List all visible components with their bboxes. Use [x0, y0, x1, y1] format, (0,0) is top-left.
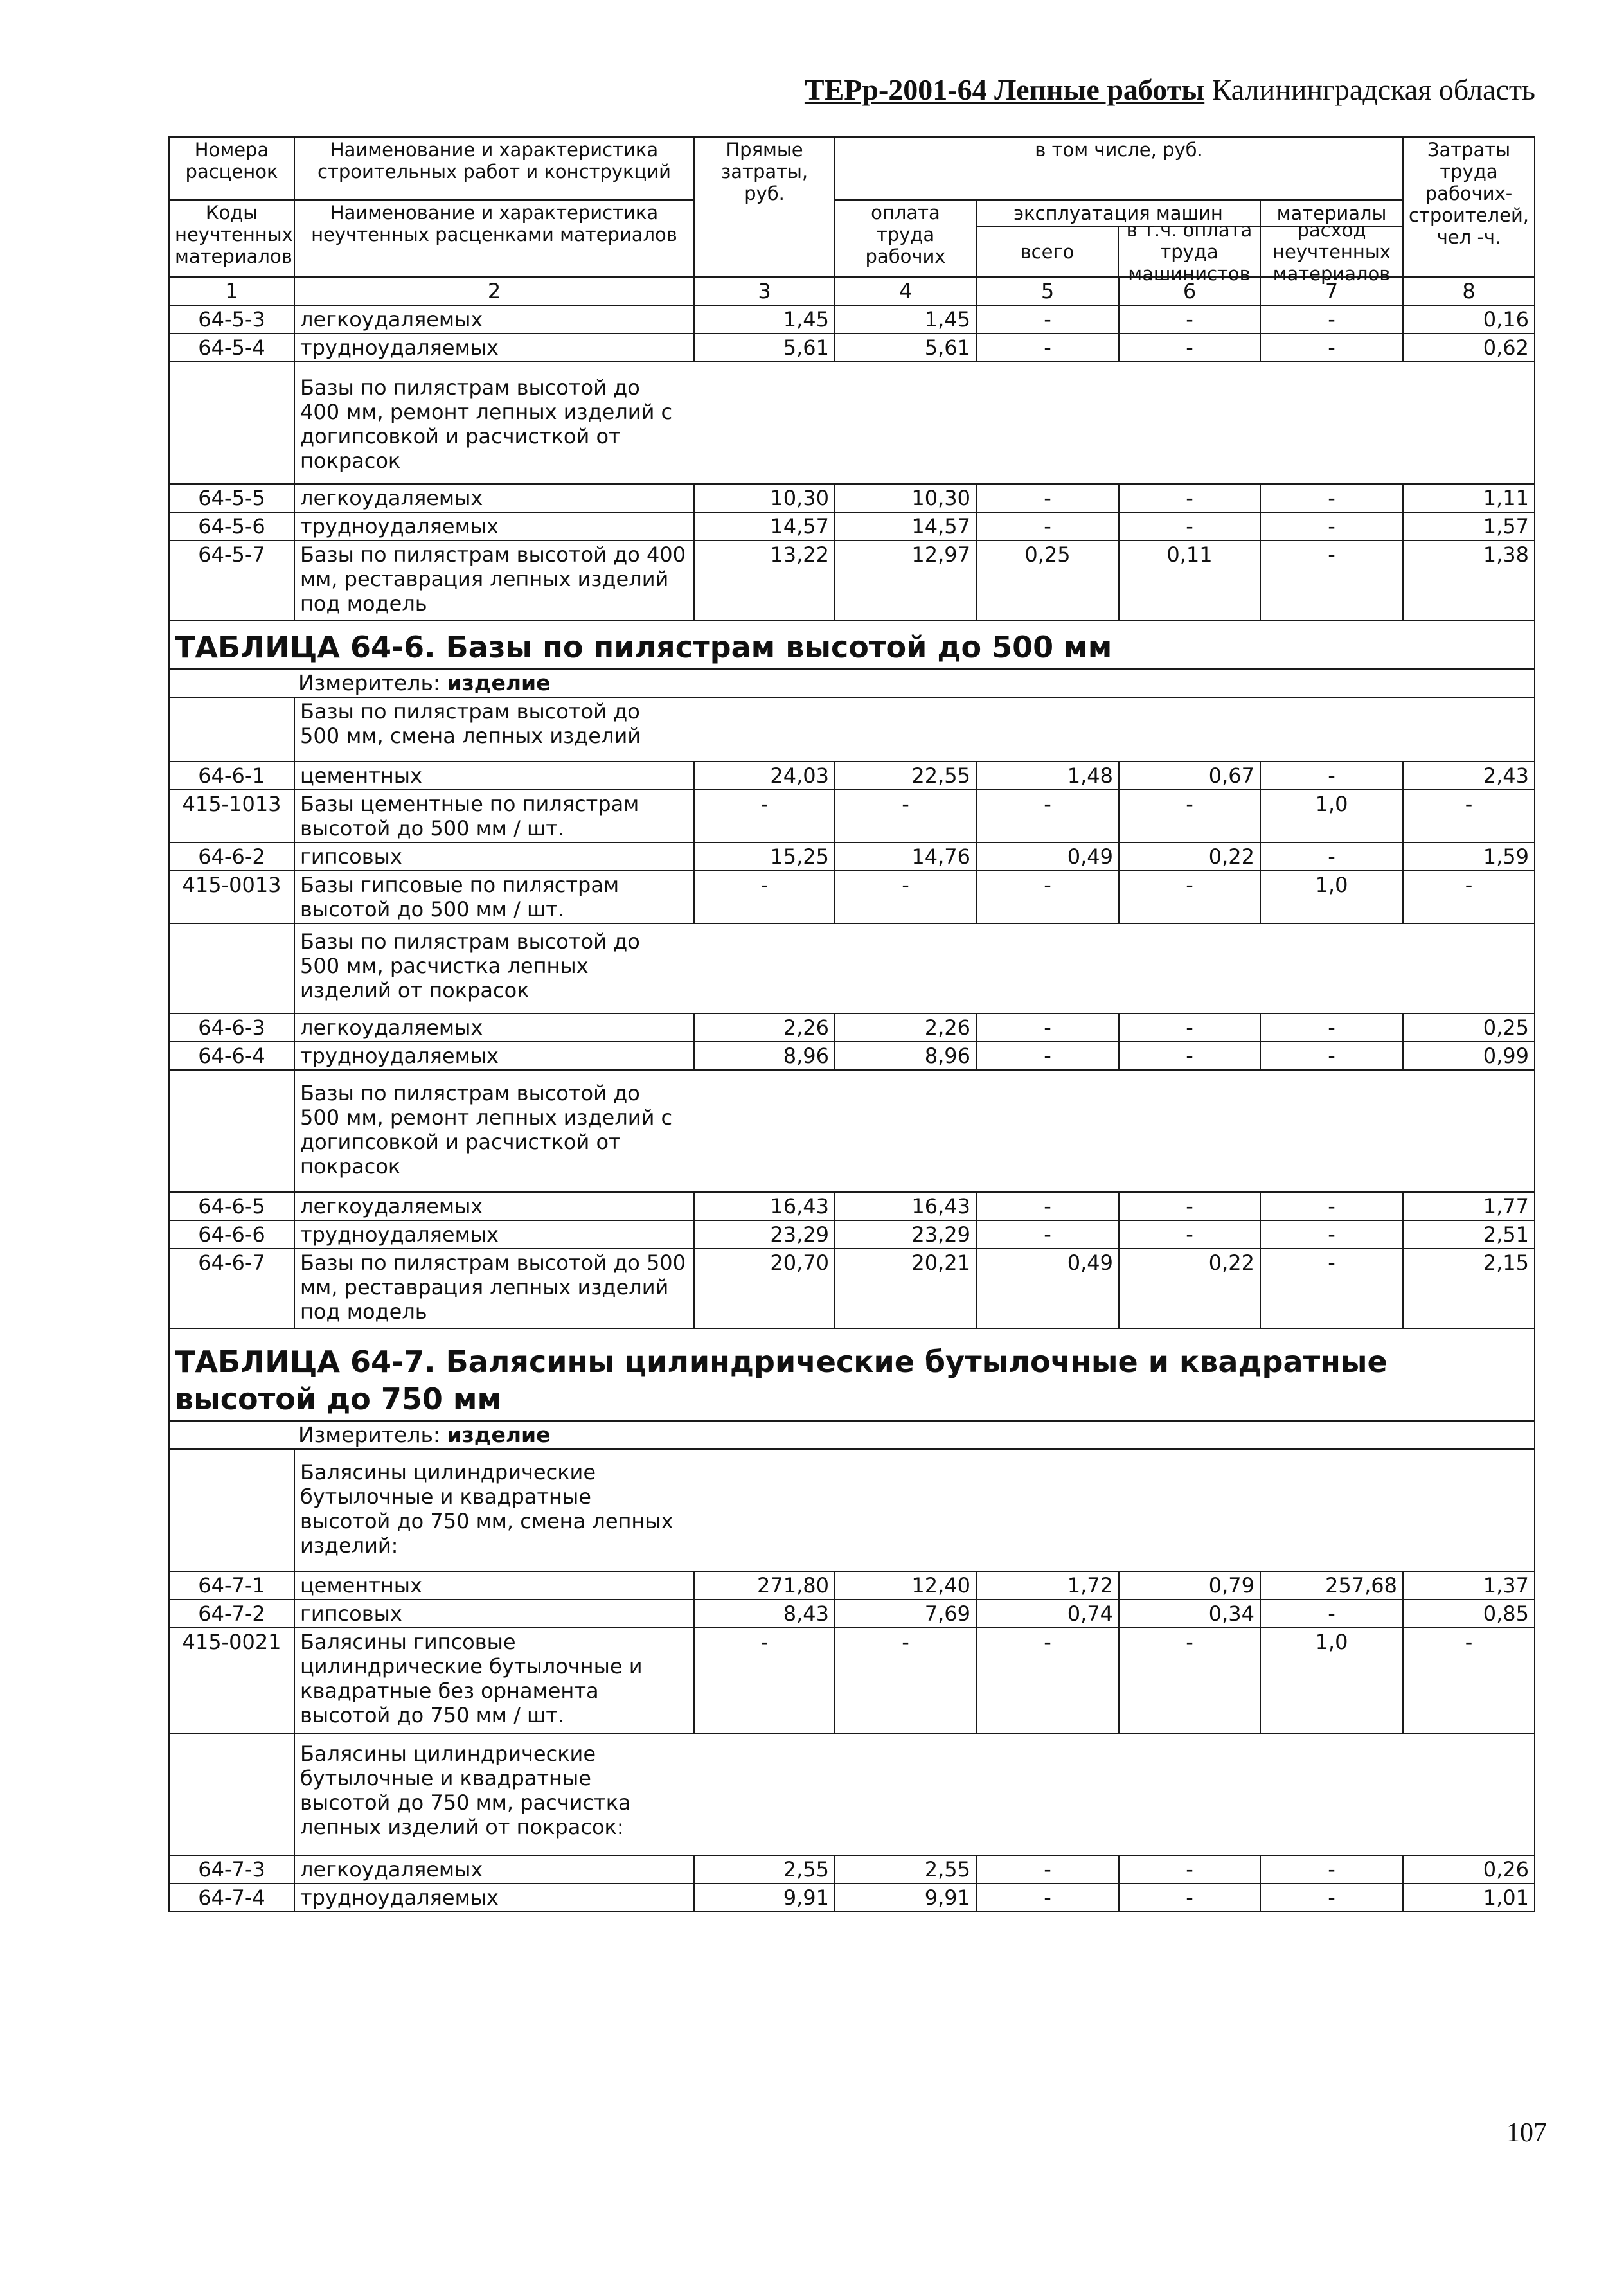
rate-code: 64-5-7 — [169, 540, 294, 620]
table-row — [169, 1192, 1535, 1220]
machinist-pay: - — [1119, 1013, 1260, 1042]
table-row — [169, 305, 1535, 334]
labor-cost: 0,16 — [1403, 305, 1535, 334]
labor-cost: 0,26 — [1403, 1855, 1535, 1884]
direct-costs: - — [694, 790, 835, 842]
table-title-row — [169, 1328, 1535, 1421]
direct-costs: 271,80 — [694, 1571, 835, 1600]
machines-total: - — [976, 1220, 1119, 1249]
materials-use: 1,0 — [1260, 871, 1403, 923]
table-64-7 — [169, 1328, 1535, 1912]
col-num-4: 4 — [835, 277, 976, 305]
header-labor-cost: Затраты труда рабочих-строителей, чел -ч. — [1403, 137, 1535, 277]
blank-cell — [169, 1449, 294, 1571]
materials-use: - — [1260, 305, 1403, 334]
table-row — [169, 790, 1535, 842]
worker-pay: 23,29 — [835, 1220, 976, 1249]
labor-cost: 2,51 — [1403, 1220, 1535, 1249]
header-rate-numbers: Номера расценок — [169, 137, 294, 200]
rate-code: 64-6-6 — [169, 1220, 294, 1249]
rate-code: 64-6-1 — [169, 762, 294, 790]
worker-pay: 1,45 — [835, 305, 976, 334]
section-cell — [294, 362, 1535, 484]
machines-total: 1,72 — [976, 1571, 1119, 1600]
worker-pay: 12,40 — [835, 1571, 976, 1600]
header-unaccounted-materials: расход неучтенных материалов — [1272, 219, 1391, 285]
direct-costs: 8,96 — [694, 1042, 835, 1070]
materials-use: - — [1260, 842, 1403, 871]
materials-use: - — [1260, 1249, 1403, 1328]
machines-total: - — [976, 1855, 1119, 1884]
machines-total: - — [976, 1192, 1119, 1220]
worker-pay: 5,61 — [835, 334, 976, 362]
worker-pay: 22,55 — [835, 762, 976, 790]
section-row — [169, 923, 1535, 1013]
section-row — [169, 697, 1535, 762]
machines-total: - — [976, 1042, 1119, 1070]
section-title: Балясины цилиндрические бутылочные и квадратные высотой до 750 мм, расчистка лепных изделий от покрасок: — [300, 1742, 631, 1839]
worker-pay: 12,97 — [835, 540, 976, 620]
header-materials-label: материалы — [1261, 201, 1402, 227]
machinist-pay: - — [1119, 305, 1260, 334]
worker-pay: 7,69 — [835, 1600, 976, 1628]
measure-row — [169, 669, 1535, 697]
table-row — [169, 1249, 1535, 1328]
section-cell — [294, 1070, 1535, 1192]
rate-name: гипсовых — [294, 842, 694, 871]
rate-code: 64-5-3 — [169, 305, 294, 334]
machines-total: - — [976, 871, 1119, 923]
materials-use: 257,68 — [1260, 1571, 1403, 1600]
measure-label: Измеритель: — [298, 670, 447, 695]
rate-name: трудноудаляемых — [294, 334, 694, 362]
table-row — [169, 762, 1535, 790]
machines-total: - — [976, 790, 1119, 842]
materials-use: - — [1260, 762, 1403, 790]
measure-value: изделие — [447, 1422, 551, 1447]
machinist-pay: 0,22 — [1119, 842, 1260, 871]
materials-use: - — [1260, 1855, 1403, 1884]
worker-pay: 2,26 — [835, 1013, 976, 1042]
header-doc-code: ТЕРр-2001-64 Лепные работы — [804, 73, 1205, 106]
col-num-6: 6 — [1119, 277, 1260, 305]
rate-name: легкоудаляемых — [294, 1013, 694, 1042]
materials-use: 1,0 — [1260, 1628, 1403, 1733]
measure-unit — [169, 669, 1535, 697]
section-cell — [294, 697, 1535, 762]
machines-total: 0,49 — [976, 842, 1119, 871]
page-number: 107 — [1506, 2118, 1547, 2148]
machines-total: - — [976, 1884, 1119, 1912]
rate-name: легкоудаляемых — [294, 1192, 694, 1220]
direct-costs: 1,45 — [694, 305, 835, 334]
table-row — [169, 1884, 1535, 1912]
rate-code: 64-6-2 — [169, 842, 294, 871]
labor-cost: - — [1403, 790, 1535, 842]
labor-cost: - — [1403, 871, 1535, 923]
material-name: Базы гипсовые по пилястрам высотой до 500 мм / шт. — [294, 871, 694, 923]
machines-total: 0,25 — [976, 540, 1119, 620]
rate-code: 64-6-5 — [169, 1192, 294, 1220]
rate-code: 64-5-4 — [169, 334, 294, 362]
header-material-name: Наименование и характеристика неучтенных расценками материалов — [294, 200, 694, 277]
table-row — [169, 540, 1535, 620]
table-title-row — [169, 620, 1535, 669]
machines-total: - — [976, 334, 1119, 362]
rate-name: Базы по пилястрам высотой до 400 мм, реставрация лепных изделий под модель — [294, 540, 694, 620]
measure-row — [169, 1421, 1535, 1449]
materials-use: - — [1260, 1192, 1403, 1220]
rate-code: 64-6-4 — [169, 1042, 294, 1070]
rate-name: трудноудаляемых — [294, 1042, 694, 1070]
machinist-pay: 0,67 — [1119, 762, 1260, 790]
blank-cell — [169, 1733, 294, 1855]
rate-code: 64-7-1 — [169, 1571, 294, 1600]
table-title: ТАБЛИЦА 64-6. Базы по пилястрам высотой до 500 мм — [169, 620, 1535, 669]
rate-name: легкоудаляемых — [294, 1855, 694, 1884]
table-row — [169, 1600, 1535, 1628]
machinist-pay: - — [1119, 790, 1260, 842]
machinist-pay: - — [1119, 871, 1260, 923]
machinist-pay: - — [1119, 512, 1260, 540]
header-machines-total: всего — [977, 227, 1119, 276]
direct-costs: 9,91 — [694, 1884, 835, 1912]
material-code: 415-0021 — [169, 1628, 294, 1733]
machines-total: - — [976, 305, 1119, 334]
machines-total: - — [976, 484, 1119, 512]
table-title: ТАБЛИЦА 64-7. Балясины цилиндрические бутылочные и квадратные высотой до 750 мм — [169, 1328, 1535, 1421]
labor-cost: 2,15 — [1403, 1249, 1535, 1328]
table-row — [169, 1042, 1535, 1070]
materials-use: - — [1260, 1884, 1403, 1912]
materials-use: - — [1260, 540, 1403, 620]
rate-code: 64-7-2 — [169, 1600, 294, 1628]
rate-code: 64-7-3 — [169, 1855, 294, 1884]
worker-pay: 14,76 — [835, 842, 976, 871]
table-row — [169, 334, 1535, 362]
machines-total: 1,48 — [976, 762, 1119, 790]
col-num-2: 2 — [294, 277, 694, 305]
materials-use: - — [1260, 1013, 1403, 1042]
measure-unit — [169, 1421, 1535, 1449]
labor-cost: 1,01 — [1403, 1884, 1535, 1912]
table-row — [169, 1220, 1535, 1249]
material-name: Балясины гипсовые цилиндрические бутылочные и квадратные без орнамента высотой до 750 мм / шт. — [294, 1628, 694, 1733]
rate-name: трудноудаляемых — [294, 1884, 694, 1912]
table-row — [169, 1855, 1535, 1884]
material-name: Базы цементные по пилястрам высотой до 500 мм / шт. — [294, 790, 694, 842]
rate-name: Базы по пилястрам высотой до 500 мм, реставрация лепных изделий под модель — [294, 1249, 694, 1328]
material-code: 415-1013 — [169, 790, 294, 842]
table-row — [169, 484, 1535, 512]
labor-cost: - — [1403, 1628, 1535, 1733]
machinist-pay: 0,34 — [1119, 1600, 1260, 1628]
machinist-pay: 0,79 — [1119, 1571, 1260, 1600]
labor-cost: 0,62 — [1403, 334, 1535, 362]
machinist-pay: - — [1119, 334, 1260, 362]
section-title: Базы по пилястрам высотой до 500 мм, ремонт лепных изделий с догипсовкой и расчисткой от покрасок — [300, 1081, 673, 1179]
labor-cost: 0,85 — [1403, 1600, 1535, 1628]
rate-code: 64-6-3 — [169, 1013, 294, 1042]
table-row — [169, 842, 1535, 871]
labor-cost: 1,37 — [1403, 1571, 1535, 1600]
material-code: 415-0013 — [169, 871, 294, 923]
table-row — [169, 871, 1535, 923]
section-cell — [294, 923, 1535, 1013]
worker-pay: - — [835, 790, 976, 842]
section-title: Балясины цилиндрические бутылочные и квадратные высотой до 750 мм, смена лепных изделий: — [300, 1460, 674, 1558]
worker-pay: - — [835, 871, 976, 923]
header-machines — [976, 200, 1260, 285]
labor-cost: 2,43 — [1403, 762, 1535, 790]
rate-code: 64-6-7 — [169, 1249, 294, 1328]
direct-costs: 15,25 — [694, 842, 835, 871]
rate-name: легкоудаляемых — [294, 305, 694, 334]
direct-costs: 23,29 — [694, 1220, 835, 1249]
rate-name: цементных — [294, 1571, 694, 1600]
table-row — [169, 512, 1535, 540]
machinist-pay: - — [1119, 1884, 1260, 1912]
blank-cell — [169, 697, 294, 762]
labor-cost: 1,77 — [1403, 1192, 1535, 1220]
header-machines-label: эксплуатация машин — [977, 201, 1260, 227]
section-row — [169, 362, 1535, 484]
worker-pay: - — [835, 1628, 976, 1733]
section-title: Базы по пилястрам высотой до 500 мм, смена лепных изделий — [300, 699, 641, 748]
materials-use: - — [1260, 1600, 1403, 1628]
rate-name: цементных — [294, 762, 694, 790]
materials-use: - — [1260, 1042, 1403, 1070]
worker-pay: 16,43 — [835, 1192, 976, 1220]
rate-code: 64-7-4 — [169, 1884, 294, 1912]
measure-value: изделие — [447, 670, 551, 695]
table-64-6 — [169, 620, 1535, 1328]
rate-name: легкоудаляемых — [294, 484, 694, 512]
labor-cost: 1,11 — [1403, 484, 1535, 512]
section-title: Базы по пилястрам высотой до 400 мм, ремонт лепных изделий с догипсовкой и расчисткой от покрасок — [300, 375, 673, 473]
machines-total: 0,74 — [976, 1600, 1119, 1628]
direct-costs: 5,61 — [694, 334, 835, 362]
blank-cell — [169, 362, 294, 484]
header-material-codes: Коды неучтенных материалов — [169, 200, 294, 277]
labor-cost: 1,38 — [1403, 540, 1535, 620]
machines-total: - — [976, 1013, 1119, 1042]
machinist-pay: - — [1119, 484, 1260, 512]
labor-cost: 0,99 — [1403, 1042, 1535, 1070]
section-row — [169, 1070, 1535, 1192]
materials-use: - — [1260, 1220, 1403, 1249]
block-64-5 — [169, 305, 1535, 620]
measure-label: Измеритель: — [298, 1422, 447, 1447]
materials-use: - — [1260, 512, 1403, 540]
labor-cost: 1,59 — [1403, 842, 1535, 871]
worker-pay: 9,91 — [835, 1884, 976, 1912]
col-num-1: 1 — [169, 277, 294, 305]
machinist-pay: - — [1119, 1042, 1260, 1070]
section-cell — [294, 1733, 1535, 1855]
header-machinist-pay: в т.ч. оплата труда машинистов — [1126, 219, 1253, 285]
header-worker-pay: оплата труда рабочих — [835, 200, 976, 277]
header-region: Калининградская область — [1204, 73, 1535, 106]
worker-pay: 14,57 — [835, 512, 976, 540]
direct-costs: 2,55 — [694, 1855, 835, 1884]
col-num-3: 3 — [694, 277, 835, 305]
page-header — [805, 72, 1535, 108]
machinist-pay: - — [1119, 1855, 1260, 1884]
direct-costs: 10,30 — [694, 484, 835, 512]
machinist-pay: 0,22 — [1119, 1249, 1260, 1328]
labor-cost: 0,25 — [1403, 1013, 1535, 1042]
machines-total: 0,49 — [976, 1249, 1119, 1328]
rate-code: 64-5-6 — [169, 512, 294, 540]
materials-use: 1,0 — [1260, 790, 1403, 842]
rates-table — [168, 136, 1535, 1912]
direct-costs: - — [694, 1628, 835, 1733]
header-including: в том числе, руб. — [835, 137, 1403, 200]
direct-costs: 2,26 — [694, 1013, 835, 1042]
rate-name: трудноудаляемых — [294, 1220, 694, 1249]
blank-cell — [169, 1070, 294, 1192]
table-header — [169, 137, 1535, 305]
table-row — [169, 1628, 1535, 1733]
section-row — [169, 1733, 1535, 1855]
worker-pay: 20,21 — [835, 1249, 976, 1328]
machines-total: - — [976, 512, 1119, 540]
rate-name: трудноудаляемых — [294, 512, 694, 540]
direct-costs: 24,03 — [694, 762, 835, 790]
header-direct-costs: Прямые затраты, руб. — [694, 137, 835, 277]
materials-use: - — [1260, 484, 1403, 512]
direct-costs: 8,43 — [694, 1600, 835, 1628]
table-row — [169, 1013, 1535, 1042]
labor-cost: 1,57 — [1403, 512, 1535, 540]
section-title: Базы по пилястрам высотой до 500 мм, расчистка лепных изделий от покрасок — [300, 929, 640, 1003]
machinist-pay: - — [1119, 1192, 1260, 1220]
rate-name: гипсовых — [294, 1600, 694, 1628]
machinist-pay: - — [1119, 1628, 1260, 1733]
section-cell — [294, 1449, 1535, 1571]
worker-pay: 8,96 — [835, 1042, 976, 1070]
direct-costs: 20,70 — [694, 1249, 835, 1328]
section-row — [169, 1449, 1535, 1571]
worker-pay: 10,30 — [835, 484, 976, 512]
col-num-7: 7 — [1260, 277, 1403, 305]
machinist-pay: - — [1119, 1220, 1260, 1249]
col-num-8: 8 — [1403, 277, 1535, 305]
direct-costs: 16,43 — [694, 1192, 835, 1220]
direct-costs: 14,57 — [694, 512, 835, 540]
col-num-5: 5 — [976, 277, 1119, 305]
worker-pay: 2,55 — [835, 1855, 976, 1884]
header-work-name: Наименование и характеристика строительных работ и конструкций — [294, 137, 694, 200]
machinist-pay: 0,11 — [1119, 540, 1260, 620]
direct-costs: - — [694, 871, 835, 923]
blank-cell — [169, 923, 294, 1013]
rate-code: 64-5-5 — [169, 484, 294, 512]
materials-use: - — [1260, 334, 1403, 362]
machines-total: - — [976, 1628, 1119, 1733]
direct-costs: 13,22 — [694, 540, 835, 620]
table-row — [169, 1571, 1535, 1600]
header-materials — [1260, 200, 1403, 285]
